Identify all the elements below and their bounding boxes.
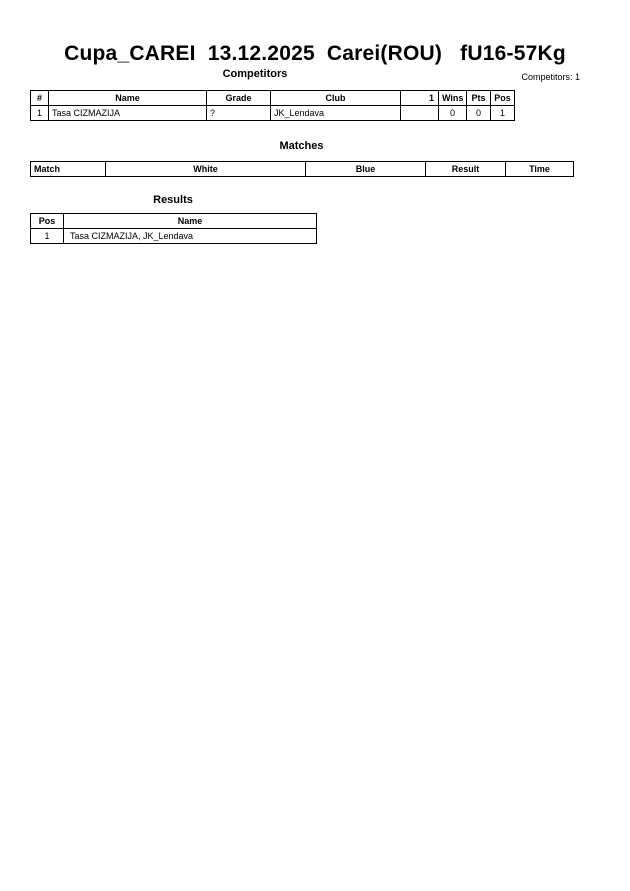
column-header-time: Time — [506, 162, 574, 177]
column-header-result: Result — [426, 162, 506, 177]
page-title: Cupa_CAREI 13.12.2025 Carei(ROU) fU16-57Kg — [64, 42, 566, 65]
column-header-num: # — [31, 91, 49, 106]
matches-header-row — [31, 162, 574, 177]
competitors-table — [30, 90, 515, 121]
column-header-grade: Grade — [207, 91, 271, 106]
results-heading: Results — [153, 194, 193, 206]
cell-name: Tasa CIZMAZIJA — [49, 106, 207, 121]
cell-num: 1 — [31, 106, 49, 121]
column-header-result-pos: Pos — [31, 214, 64, 229]
competitors-count: Competitors: 1 — [521, 72, 580, 82]
matches-heading: Matches — [279, 140, 324, 152]
results-table — [30, 213, 317, 244]
column-header-opponent-1: 1 — [401, 91, 439, 106]
cell-result-pos: 1 — [31, 229, 64, 244]
cell-opponent-1 — [401, 106, 439, 121]
column-header-white: White — [106, 162, 306, 177]
competitors-header-row — [31, 91, 515, 106]
cell-pos: 1 — [491, 106, 515, 121]
table-row — [31, 106, 515, 121]
cell-club: JK_Lendava — [271, 106, 401, 121]
column-header-wins: Wins — [439, 91, 467, 106]
column-header-pos: Pos — [491, 91, 515, 106]
cell-pts: 0 — [467, 106, 491, 121]
column-header-match: Match — [31, 162, 106, 177]
competitors-heading: Competitors — [222, 68, 288, 80]
column-header-blue: Blue — [306, 162, 426, 177]
cell-wins: 0 — [439, 106, 467, 121]
column-header-result-name: Name — [64, 214, 317, 229]
matches-table — [30, 161, 574, 177]
column-header-club: Club — [271, 91, 401, 106]
cell-result-name: Tasa CIZMAZIJA, JK_Lendava — [64, 229, 317, 244]
column-header-name: Name — [49, 91, 207, 106]
table-row — [31, 229, 317, 244]
cell-grade: ? — [207, 106, 271, 121]
column-header-pts: Pts — [467, 91, 491, 106]
results-header-row — [31, 214, 317, 229]
